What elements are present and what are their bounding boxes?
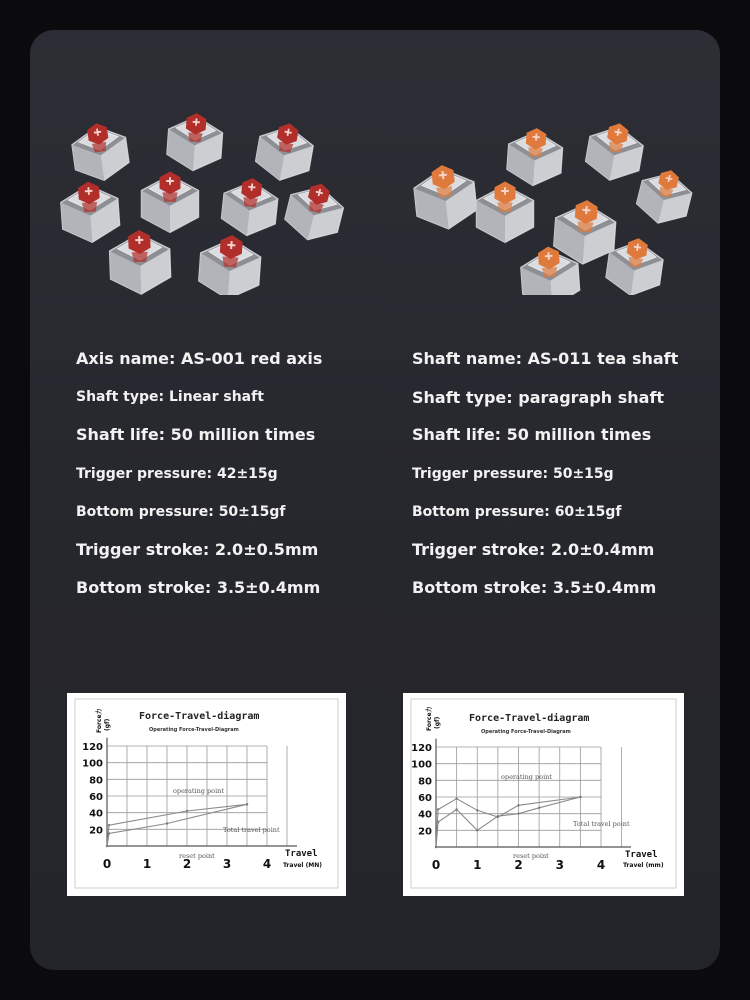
reset-point-label: reset point xyxy=(179,852,215,860)
spec-shaft-life: Shaft life: 50 million times xyxy=(412,425,652,444)
x-tick-label: 0 xyxy=(102,857,112,871)
x-axis-label: Travel xyxy=(285,849,318,859)
x-tick-label: 4 xyxy=(262,857,272,871)
switch-6 xyxy=(553,198,617,266)
spec-bottom-pressure: Bottom pressure: 50±15gf xyxy=(76,504,286,520)
red-force-travel-diagram xyxy=(67,693,346,896)
data-point xyxy=(455,808,457,810)
x-tick-label: 2 xyxy=(514,858,523,872)
y-tick-label: 40 xyxy=(89,808,103,820)
y-axis-label: Force力 xyxy=(426,706,433,731)
x-axis-label: Travel xyxy=(625,850,658,860)
switch-5 xyxy=(142,172,199,233)
y-tick-label: 120 xyxy=(411,743,432,754)
switch-9 xyxy=(198,233,262,295)
total-travel-point-label: Total travel point xyxy=(223,826,280,834)
switch-3 xyxy=(253,119,316,185)
spec-shaft-life: Shaft life: 50 million times xyxy=(76,425,316,444)
data-point xyxy=(517,804,519,806)
data-point xyxy=(579,796,581,798)
y-tick-label: 80 xyxy=(89,775,103,787)
data-point xyxy=(497,815,499,817)
y-tick-label: 120 xyxy=(82,742,103,753)
data-point xyxy=(246,803,248,805)
x-axis-unit: Travel (MN) xyxy=(283,862,323,869)
diagram-title: Force-Travel-diagram xyxy=(469,713,590,724)
data-point xyxy=(186,810,188,812)
data-point xyxy=(517,812,519,814)
switch-5 xyxy=(477,182,534,243)
x-tick-label: 3 xyxy=(222,857,232,871)
data-point xyxy=(538,807,540,809)
data-point xyxy=(106,845,108,847)
y-axis-unit: (gf) xyxy=(104,718,111,731)
switch-3 xyxy=(583,119,646,185)
spec-axis-name: Axis name: AS-001 red axis xyxy=(76,349,323,368)
x-tick-label: 2 xyxy=(182,857,192,871)
spec-bottom-stroke: Bottom stroke: 3.5±0.4mm xyxy=(76,578,321,597)
diagram-title: Force-Travel-diagram xyxy=(139,711,260,722)
data-point xyxy=(166,822,168,824)
press-curve xyxy=(436,797,580,847)
spec-shaft-name: Shaft name: AS-011 tea shaft xyxy=(412,349,679,368)
data-point xyxy=(437,821,439,823)
x-tick-label: 0 xyxy=(431,858,441,872)
switch-6 xyxy=(220,175,280,238)
switch-1 xyxy=(412,162,478,232)
diagram-subtitle: Operating Force-Travel-Diagram xyxy=(149,727,239,733)
tea-force-travel-diagram xyxy=(403,693,684,896)
switch-7 xyxy=(281,177,347,246)
y-tick-label: 60 xyxy=(418,793,432,804)
switch-1 xyxy=(70,120,131,185)
data-point xyxy=(476,809,478,811)
spec-bottom-stroke: Bottom stroke: 3.5±0.4mm xyxy=(412,578,657,597)
y-tick-label: 60 xyxy=(89,792,103,803)
release-curve xyxy=(436,797,580,847)
red-switches-image xyxy=(45,95,365,295)
x-tick-label: 1 xyxy=(142,857,152,871)
data-point xyxy=(455,797,457,799)
switch-8 xyxy=(109,229,171,295)
switch-4 xyxy=(633,164,696,229)
y-tick-label: 20 xyxy=(89,825,103,837)
data-point xyxy=(437,808,439,810)
spec-trigger-pressure: Trigger pressure: 42±15g xyxy=(76,466,278,482)
y-tick-label: 100 xyxy=(82,758,103,770)
y-tick-label: 20 xyxy=(418,826,432,838)
y-tick-label: 40 xyxy=(418,809,432,821)
spec-trigger-stroke: Trigger stroke: 2.0±0.5mm xyxy=(76,540,319,559)
total-travel-point-label: Total travel point xyxy=(573,820,630,828)
data-point xyxy=(435,846,437,848)
data-point xyxy=(476,829,478,831)
y-tick-label: 80 xyxy=(418,776,432,788)
tea-switches-image xyxy=(385,95,700,295)
x-tick-label: 1 xyxy=(473,858,482,872)
switch-2 xyxy=(166,111,224,172)
x-axis-unit: Travel (mm) xyxy=(623,862,664,869)
y-tick-label: 100 xyxy=(411,759,432,771)
x-tick-label: 4 xyxy=(596,858,606,872)
data-point xyxy=(108,832,110,834)
operating-point-label: operating point xyxy=(173,787,224,795)
switch-2 xyxy=(506,126,564,187)
diagram-subtitle: Operating Force-Travel-Diagram xyxy=(481,729,571,735)
operating-point-label: operating point xyxy=(501,773,552,781)
spec-bottom-pressure: Bottom pressure: 60±15gf xyxy=(412,504,622,520)
y-axis-label: Force力 xyxy=(96,708,103,733)
reset-point-label: reset point xyxy=(513,852,549,860)
spec-trigger-pressure: Trigger pressure: 50±15g xyxy=(412,466,614,482)
x-tick-label: 3 xyxy=(555,858,564,872)
data-point xyxy=(108,824,110,826)
y-axis-unit: (gf) xyxy=(434,716,441,729)
spec-trigger-stroke: Trigger stroke: 2.0±0.4mm xyxy=(412,540,655,559)
spec-shaft-type: Shaft type: paragraph shaft xyxy=(412,388,665,407)
spec-shaft-type: Shaft type: Linear shaft xyxy=(76,389,264,405)
switch-4 xyxy=(60,180,121,245)
